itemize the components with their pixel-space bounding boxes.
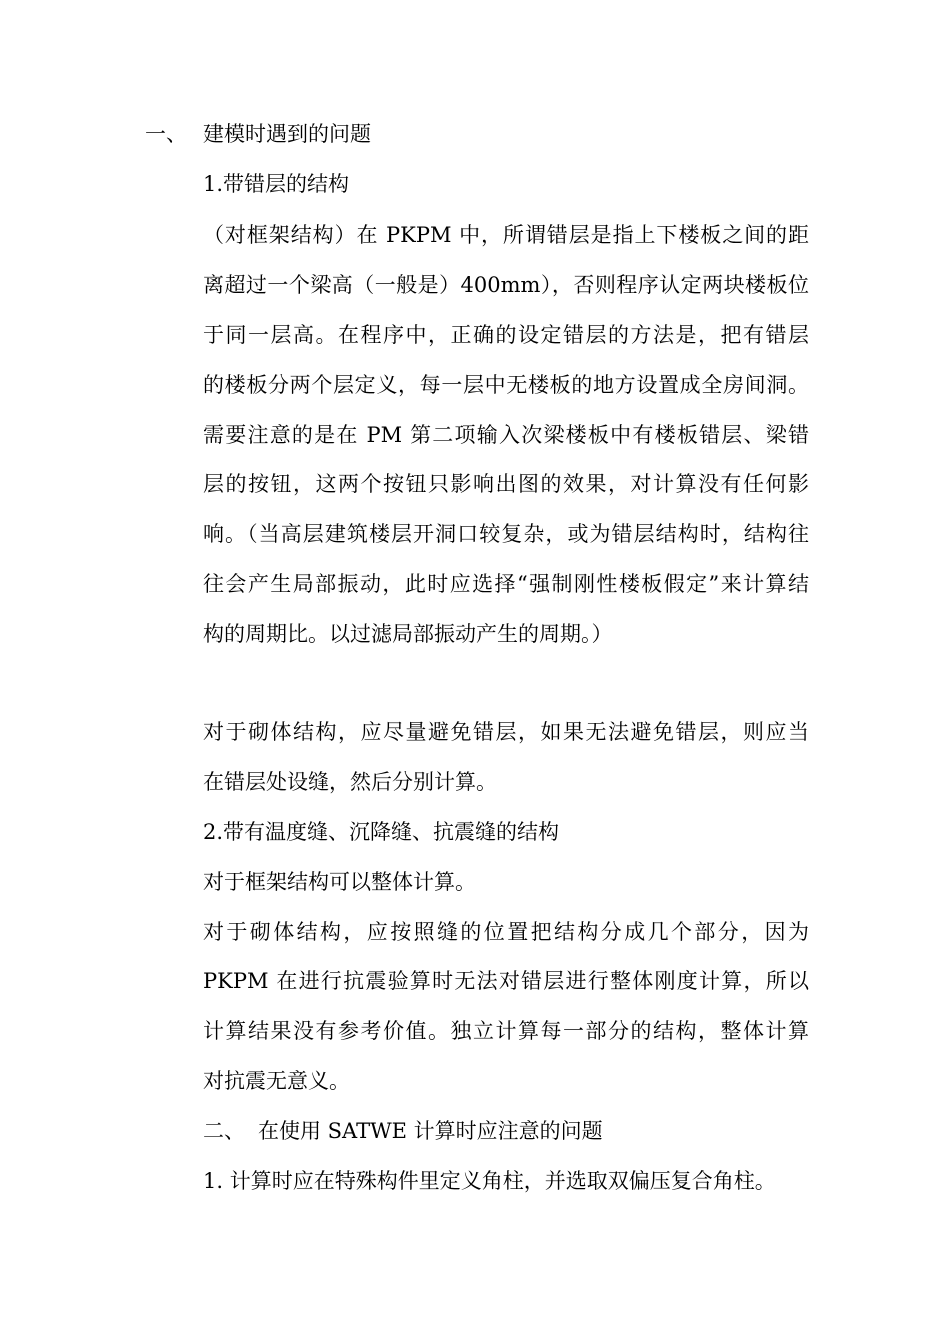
section-2-title: 在使用 SATWE 计算时应注意的问题 [258, 1119, 603, 1143]
paragraph-line: 对抗震无意义。 [203, 1069, 350, 1093]
list-item: 1. 计算时应在特殊构件里定义角柱，并选取双偏压复合角柱。 [203, 1169, 776, 1193]
paragraph-line: 对于框架结构可以整体计算。 [203, 870, 476, 894]
paragraph-line: 计算结果没有参考价值。独立计算每一部分的结构，整体计算 [203, 1019, 809, 1043]
paragraph-line: 对于砌体结构，应按照缝的位置把结构分成几个部分，因为 [203, 920, 809, 944]
subsection-2-title: 2.带有温度缝、沉降缝、抗震缝的结构 [203, 820, 560, 844]
subsection-1-title: 1.带错层的结构 [203, 172, 350, 196]
paragraph-line: （对框架结构）在 PKPM 中，所谓错层是指上下楼板之间的距 [203, 223, 809, 247]
paragraph-line: 构的周期比。以过滤局部振动产生的周期。） [203, 622, 613, 646]
paragraph-line: 在错层处设缝，然后分别计算。 [203, 770, 497, 794]
paragraph-line: 层的按钮，这两个按钮只影响出图的效果，对计算没有任何影 [203, 472, 809, 496]
paragraph-line: 的楼板分两个层定义，每一层中无楼板的地方设置成全房间洞。 [203, 373, 809, 397]
section-1-number: 一、 [145, 122, 187, 146]
paragraph-line: 离超过一个梁高（一般是）400mm），否则程序认定两块楼板位 [203, 273, 809, 297]
section-1-title: 建模时遇到的问题 [203, 122, 371, 146]
section-2-number: 二、 [203, 1119, 245, 1143]
paragraph-line: 需要注意的是在 PM 第二项输入次梁楼板中有楼板错层、梁错 [203, 423, 809, 447]
paragraph-line: 对于砌体结构，应尽量避免错层，如果无法避免错层，则应当 [203, 720, 809, 744]
paragraph-line: 往会产生局部振动，此时应选择“强制刚性楼板假定”来计算结 [203, 572, 809, 596]
paragraph-line: PKPM 在进行抗震验算时无法对错层进行整体刚度计算，所以 [203, 969, 809, 993]
paragraph-line: 于同一层高。在程序中，正确的设定错层的方法是，把有错层 [203, 323, 809, 347]
paragraph-line: 响。（当高层建筑楼层开洞口较复杂，或为错层结构时，结构往 [203, 522, 809, 546]
